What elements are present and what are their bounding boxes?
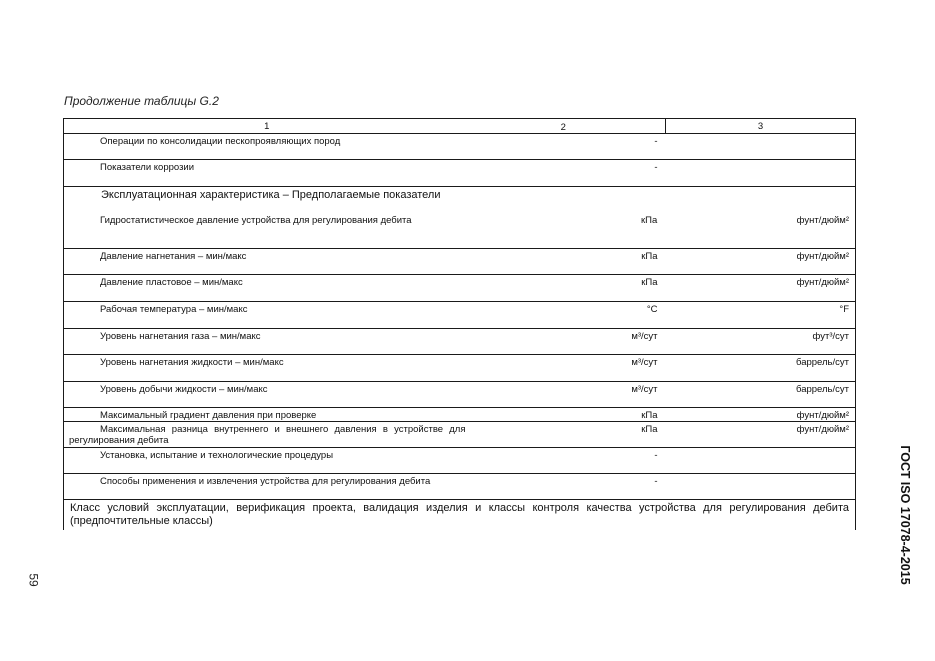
row-label: Способы применения и извлечения устройства для регулирования дебита — [64, 474, 470, 500]
table-row — [64, 160, 856, 187]
table-row — [64, 408, 856, 422]
row-unit-si: - — [470, 134, 666, 160]
row-unit-us: фунт/дюйм² — [666, 249, 856, 275]
final-row-text: Класс условий эксплуатации, верификация проекта, валидация изделия и классы контроля качества устройства для регулирования дебита (предпочтительные классы) — [64, 500, 856, 531]
row-unit-si: °C — [470, 302, 666, 329]
row-label: Операции по консолидации пескопроявляющих пород — [64, 134, 470, 160]
row-unit-si: - — [470, 160, 666, 187]
table-row — [64, 382, 856, 408]
row-label: Показатели коррозии — [64, 160, 470, 187]
row-label: Уровень нагнетания газа – мин/макс — [64, 329, 470, 355]
row-label: Максимальный градиент давления при проверке — [64, 408, 470, 422]
row-unit-si: кПа — [640, 215, 658, 226]
row-label: Уровень добычи жидкости – мин/макс — [64, 382, 470, 408]
row-unit-si: м³/сут — [470, 355, 666, 382]
row-unit-si: - — [470, 448, 666, 474]
row-unit-us: °F — [666, 302, 856, 329]
row-unit-us: фунт/дюйм² — [666, 422, 856, 448]
table-row — [64, 302, 856, 329]
row-label: Давление пластовое – мин/макс — [64, 275, 470, 302]
page-number: 59 — [26, 573, 41, 587]
row-unit-us: баррель/сут — [666, 382, 856, 408]
section-title: Эксплуатационная характеристика – Предполагаемые показатели — [101, 189, 441, 201]
row-unit-us: фут³/сут — [666, 329, 856, 355]
row-unit-si: кПа — [470, 408, 666, 422]
section-row — [64, 187, 856, 249]
table-row — [64, 422, 856, 448]
row-unit-us: фунт/дюйм² — [666, 408, 856, 422]
table-row — [64, 275, 856, 302]
row-unit-us: баррель/сут — [666, 355, 856, 382]
final-row — [64, 500, 856, 531]
row-unit-us — [666, 448, 856, 474]
row-unit-us — [666, 474, 856, 500]
table-row — [64, 329, 856, 355]
table-caption: Продолжение таблицы G.2 — [64, 94, 219, 108]
row-label: Максимальная разница внутреннего и внешнего давления в устройстве для регулирования дебита — [64, 422, 470, 448]
row-unit-us: фунт/дюйм² — [796, 215, 849, 226]
row-unit-si: - — [470, 474, 666, 500]
table-header-row — [64, 119, 856, 134]
row-label: Рабочая температура – мин/макс — [64, 302, 470, 329]
table-row — [64, 249, 856, 275]
table-row — [64, 474, 856, 500]
header-col-3: 3 — [666, 119, 856, 134]
row-unit-us: фунт/дюйм² — [666, 275, 856, 302]
row-label: Гидростатистическое давление устройства для регулирования дебита — [100, 215, 412, 226]
row-label: Уровень нагнетания жидкости – мин/макс — [64, 355, 470, 382]
spec-table — [63, 118, 856, 530]
table-row — [64, 448, 856, 474]
row-unit-si: кПа — [470, 249, 666, 275]
header-col-1: 1 — [64, 119, 470, 134]
table-row — [64, 134, 856, 160]
row-unit-si: кПа — [470, 275, 666, 302]
table-row — [64, 355, 856, 382]
row-unit-si: кПа — [470, 422, 666, 448]
document-side-label: ГОСТ ISO 17078-4-2015 — [898, 445, 912, 585]
row-unit-si: м³/сут — [470, 329, 666, 355]
row-label: Установка, испытание и технологические процедуры — [64, 448, 470, 474]
row-unit-us — [666, 160, 856, 187]
header-col-2: 2 — [470, 119, 666, 134]
row-unit-si: м³/сут — [470, 382, 666, 408]
row-label: Давление нагнетания – мин/макс — [64, 249, 470, 275]
row-unit-us — [666, 134, 856, 160]
